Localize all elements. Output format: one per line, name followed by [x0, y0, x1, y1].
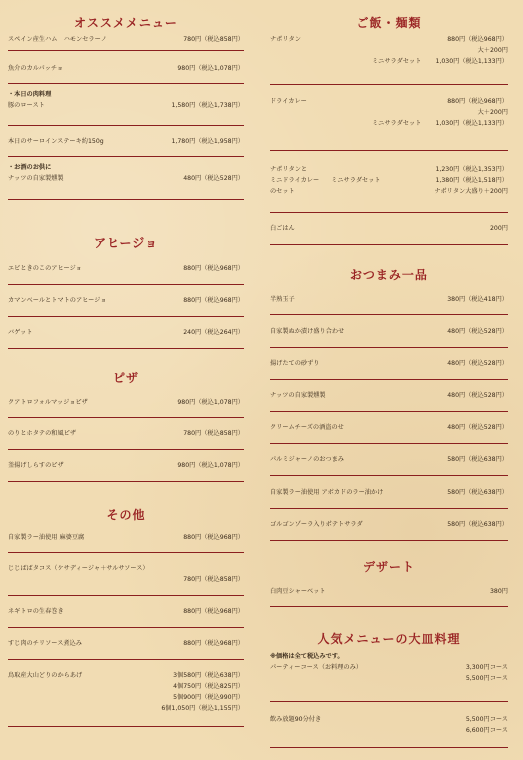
item-name: 自家製ぬか漬け盛り合わせ — [270, 328, 345, 335]
item-price: 4個750円（税込825円） — [173, 683, 244, 690]
item-price: 1,580円（税込1,738円） — [171, 102, 244, 109]
menu-item — [270, 412, 508, 444]
menu-item — [270, 85, 508, 151]
item-name: ナッツの自家製燻製 — [270, 392, 326, 399]
item-price: 880円（税込968円） — [183, 534, 244, 541]
sub-heading: ・お酒のお供に — [8, 164, 52, 171]
item-name: 釜揚げしらすのピザ — [8, 462, 64, 469]
section-title: オススメメニュー — [74, 16, 178, 30]
item-price: 480円（税込528円） — [183, 175, 244, 182]
menu-item — [8, 32, 244, 51]
item-name: 白肉豆シャーベット — [270, 588, 326, 595]
menu-item — [270, 702, 508, 748]
item-price: 580円（税込638円） — [447, 521, 508, 528]
menu-item — [8, 387, 244, 418]
item-name: 本日のサーロインステーキ約150g — [8, 138, 104, 145]
menu-item — [8, 126, 244, 157]
item-price: 480円（税込528円） — [447, 360, 508, 367]
item-price: 6個1,050円（税込1,155円） — [161, 705, 244, 712]
item-price: 1,780円（税込1,958円） — [171, 138, 244, 145]
menu-item — [8, 285, 244, 317]
item-name: バゲット — [8, 329, 33, 336]
menu-item — [270, 284, 508, 315]
section-osusume — [8, 14, 244, 200]
menu-item — [270, 348, 508, 380]
item-price: 480円（税込528円） — [447, 424, 508, 431]
item-price: 3個580円（税込638円） — [173, 672, 244, 679]
item-price: 780円（税込858円） — [183, 36, 244, 43]
item-price: 880円（税込968円） — [447, 36, 508, 43]
set-price: 1,030円（税込1,133円） — [435, 120, 508, 127]
item-price: 980円（税込1,078円） — [177, 399, 244, 406]
item-name: ナッツの自家製燻製 — [8, 175, 64, 182]
item-name: すじ肉のチリソース煮込み — [8, 640, 82, 647]
item-price: 240円（税込264円） — [183, 329, 244, 336]
menu-item — [270, 444, 508, 476]
item-price: 880円（税込968円） — [447, 98, 508, 105]
sub-heading: ・本日の肉料理 — [8, 91, 52, 98]
item-name: スペイン産生ハム ハモンセラーノ — [8, 36, 107, 43]
section-otsumami — [270, 266, 508, 541]
combo-price-1: 1,230円（税込1,353円） — [435, 166, 508, 173]
item-price: 780円（税込858円） — [183, 576, 244, 583]
menu-item — [8, 628, 244, 660]
item-price: 880円（税込968円） — [183, 608, 244, 615]
set-price: 1,030円（税込1,133円） — [435, 58, 508, 65]
menu-item — [8, 660, 244, 727]
combo-price-3: ナポリタン大盛り＋200円 — [434, 188, 508, 195]
item-name: 鳥取産大山どりのからあげ — [8, 672, 83, 679]
item-price: 480円（税込528円） — [447, 392, 508, 399]
combo-line-3: のセット — [270, 188, 295, 195]
section-title: ピザ — [112, 371, 139, 385]
menu-item — [270, 380, 508, 412]
item-name: 自家製ラー油使用 麻婆豆腐 — [8, 534, 85, 541]
item-price: 480円（税込528円） — [447, 328, 508, 335]
item-price: 980円（税込1,078円） — [177, 462, 244, 469]
item-price: 380円（税込418円） — [447, 296, 508, 303]
item-price: 5,500円コース — [465, 675, 508, 682]
section-party — [270, 630, 508, 748]
combo-line-2-text: ミニドライカレー — [270, 177, 320, 184]
menu-item — [8, 418, 244, 450]
item-name: パルミジャーノのおつまみ — [270, 456, 344, 463]
section-pizza — [8, 369, 244, 482]
section-sonota — [8, 506, 244, 727]
item-price: 880円（税込968円） — [183, 265, 244, 272]
item-name: ネギトロの生春巻き — [8, 608, 64, 615]
item-name: ゴルゴンゾーラ入りポテトサラダ — [270, 521, 363, 528]
menu-item — [8, 524, 244, 553]
section-title: デザート — [362, 560, 415, 574]
menu-item — [270, 509, 508, 541]
menu-item — [270, 576, 508, 607]
menu-item — [270, 476, 508, 509]
item-price: 3,300円コース — [465, 664, 508, 671]
menu-item — [270, 32, 508, 85]
section-dessert — [270, 558, 508, 607]
item-name: カマンベールとトマトのアヒージョ — [8, 297, 107, 304]
item-name: パーティーコース（お料理のみ） — [270, 664, 363, 671]
item-name: エビときのこのアヒージョ — [8, 265, 82, 272]
combo-line-2 — [270, 175, 435, 186]
item-extra: 大＋200円 — [477, 47, 508, 54]
section-title: アヒージョ — [93, 236, 159, 250]
section-title: ご飯・麺類 — [356, 16, 422, 30]
menu-item — [270, 151, 508, 213]
set-label: ミニサラダセット — [371, 58, 422, 65]
item-name: のりとホタテの和風ピザ — [8, 430, 77, 437]
combo-set-label: ミニサラダセット — [331, 177, 381, 184]
menu-item — [8, 450, 244, 482]
item-price: 6,600円コース — [465, 727, 508, 734]
combo-line-1: ナポリタンと — [270, 166, 308, 173]
item-name: 魚介のカルパッチョ — [8, 65, 64, 72]
item-price: 780円（税込858円） — [183, 430, 244, 437]
item-price: 5個900円（税込990円） — [173, 694, 244, 701]
item-name: 豚のロースト — [8, 102, 45, 109]
item-name: 白ごはん — [270, 225, 295, 232]
item-price: 580円（税込638円） — [447, 456, 508, 463]
menu-item — [8, 84, 244, 126]
item-extra: 大＋200円 — [477, 109, 508, 116]
item-price: 5,500円コース — [465, 716, 508, 723]
section-gohan — [270, 14, 508, 245]
section-title: おつまみ一品 — [350, 268, 428, 282]
menu-item — [270, 315, 508, 348]
item-price: 380円 — [490, 588, 508, 595]
item-price: 880円（税込968円） — [183, 297, 244, 304]
menu-item — [270, 648, 508, 702]
section-title: その他 — [106, 508, 146, 522]
item-name: 半熟玉子 — [270, 296, 295, 303]
item-price: 200円 — [490, 225, 508, 232]
item-name: 飲み放題90分付き — [270, 716, 322, 723]
item-price: 980円（税込1,078円） — [177, 65, 244, 72]
combo-price-2: 1,380円（税込1,518円） — [435, 177, 508, 184]
item-name: クアトロフォルマッジョピザ — [8, 399, 88, 406]
item-name: 揚げたての砂ずり — [270, 360, 320, 367]
price-note: ※価格は全て税込みです。 — [270, 653, 344, 660]
item-price: 580円（税込638円） — [447, 489, 508, 496]
menu-item — [8, 317, 244, 349]
menu-item — [8, 252, 244, 285]
menu-item — [8, 51, 244, 84]
menu-item — [8, 553, 244, 596]
set-label: ミニサラダセット — [371, 120, 422, 127]
menu-item — [8, 596, 244, 628]
item-name: クリームチーズの酒盗のせ — [270, 424, 344, 431]
item-name: じじばばタコス（ケサディージャ＋サルサソース） — [8, 565, 149, 572]
section-title: 人気メニューの大皿料理 — [317, 632, 461, 646]
item-name: 自家製ラー油使用 アボカドのラー油かけ — [270, 489, 384, 496]
item-name: ナポリタン — [270, 36, 301, 43]
section-ajillo — [8, 234, 244, 349]
menu-item — [8, 157, 244, 200]
item-price: 880円（税込968円） — [183, 640, 244, 647]
menu-item — [270, 213, 508, 245]
item-name: ドライカレー — [270, 98, 307, 105]
